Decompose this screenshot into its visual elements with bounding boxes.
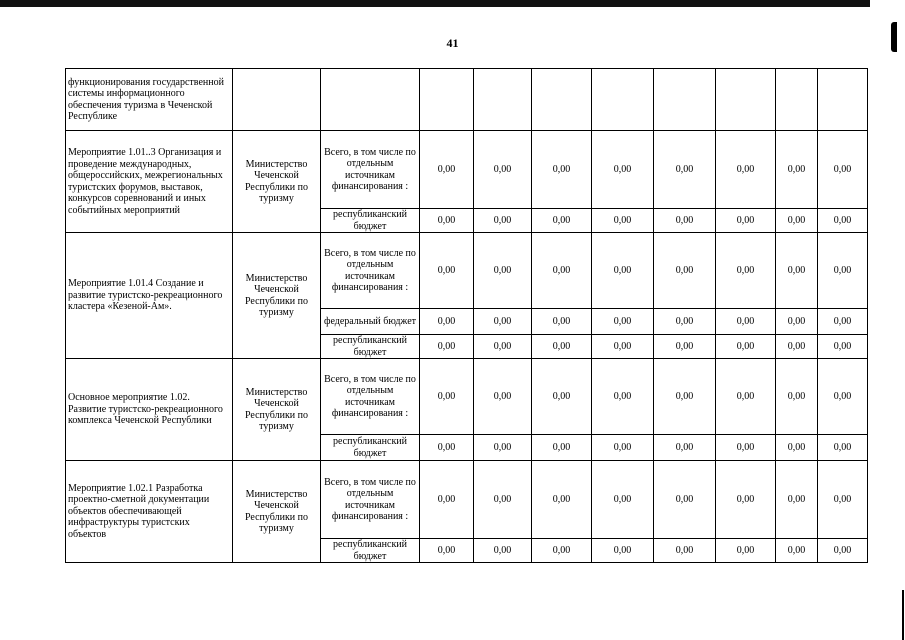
- amount-cell: 0,00: [818, 461, 868, 539]
- amount-cell: 0,00: [592, 539, 654, 563]
- amount-cell: 0,00: [654, 335, 716, 359]
- funding-source-cell: Всего, в том числе по отдельным источникам финансирования :: [321, 131, 420, 209]
- amount-cell: 0,00: [474, 309, 532, 335]
- funding-source-cell: федеральный бюджет: [321, 309, 420, 335]
- amount-cell: 0,00: [776, 131, 818, 209]
- amount-cell: 0,00: [532, 209, 592, 233]
- table-row: [66, 131, 868, 209]
- amount-cell: 0,00: [474, 359, 532, 435]
- amount-cell: 0,00: [776, 435, 818, 461]
- funding-source-cell: республиканский бюджет: [321, 435, 420, 461]
- amount-cell: 0,00: [592, 233, 654, 309]
- amount-cell: 0,00: [818, 435, 868, 461]
- amount-cell: 0,00: [592, 461, 654, 539]
- amount-cell: 0,00: [474, 131, 532, 209]
- amount-cell: 0,00: [532, 435, 592, 461]
- executor-cell: Министерство Чеченской Республики по туризму: [233, 359, 321, 461]
- amount-cell: 0,00: [716, 209, 776, 233]
- amount-cell: 0,00: [474, 461, 532, 539]
- amount-cell: [818, 69, 868, 131]
- amount-cell: 0,00: [420, 435, 474, 461]
- amount-cell: 0,00: [532, 233, 592, 309]
- amount-cell: 0,00: [420, 209, 474, 233]
- amount-cell: 0,00: [420, 131, 474, 209]
- amount-cell: 0,00: [716, 131, 776, 209]
- amount-cell: 0,00: [420, 233, 474, 309]
- table-row: [66, 69, 868, 131]
- amount-cell: 0,00: [776, 359, 818, 435]
- executor-cell: Министерство Чеченской Республики по туризму: [233, 131, 321, 233]
- amount-cell: 0,00: [716, 309, 776, 335]
- amount-cell: 0,00: [532, 461, 592, 539]
- amount-cell: 0,00: [716, 539, 776, 563]
- activity-name-cell: Мероприятие 1.01..3 Организация и проведение международных, общероссийских, межрегиональных туристских форумов, выставок, конкурсов соревнований и иных событийных мероприятий: [66, 131, 233, 233]
- amount-cell: 0,00: [532, 309, 592, 335]
- funding-source-cell: республиканский бюджет: [321, 539, 420, 563]
- funding-source-cell: Всего, в том числе по отдельным источникам финансирования :: [321, 233, 420, 309]
- amount-cell: [420, 69, 474, 131]
- amount-cell: 0,00: [654, 539, 716, 563]
- amount-cell: 0,00: [654, 309, 716, 335]
- amount-cell: 0,00: [776, 209, 818, 233]
- amount-cell: 0,00: [532, 359, 592, 435]
- amount-cell: [474, 69, 532, 131]
- amount-cell: 0,00: [592, 309, 654, 335]
- amount-cell: 0,00: [474, 435, 532, 461]
- amount-cell: 0,00: [420, 461, 474, 539]
- amount-cell: 0,00: [716, 359, 776, 435]
- amount-cell: 0,00: [716, 233, 776, 309]
- amount-cell: [776, 69, 818, 131]
- executor-cell: [233, 69, 321, 131]
- amount-cell: 0,00: [776, 461, 818, 539]
- amount-cell: 0,00: [818, 359, 868, 435]
- amount-cell: 0,00: [654, 359, 716, 435]
- table-row: [66, 461, 868, 539]
- amount-cell: 0,00: [654, 461, 716, 539]
- amount-cell: 0,00: [818, 209, 868, 233]
- scan-top-border: [0, 0, 870, 7]
- budget-table: [65, 68, 868, 563]
- amount-cell: 0,00: [474, 539, 532, 563]
- executor-cell: Министерство Чеченской Республики по туризму: [233, 461, 321, 563]
- amount-cell: 0,00: [654, 209, 716, 233]
- amount-cell: 0,00: [474, 209, 532, 233]
- table-row: [66, 359, 868, 435]
- amount-cell: 0,00: [716, 435, 776, 461]
- funding-source-cell: Всего, в том числе по отдельным источникам финансирования :: [321, 359, 420, 435]
- amount-cell: 0,00: [716, 461, 776, 539]
- amount-cell: 0,00: [474, 233, 532, 309]
- amount-cell: 0,00: [420, 359, 474, 435]
- amount-cell: 0,00: [776, 233, 818, 309]
- amount-cell: 0,00: [818, 539, 868, 563]
- activity-name-cell: Основное мероприятие 1.02. Развитие туристско-рекреационного комплекса Чеченской Республики: [66, 359, 233, 461]
- amount-cell: 0,00: [818, 131, 868, 209]
- amount-cell: 0,00: [592, 131, 654, 209]
- amount-cell: 0,00: [818, 233, 868, 309]
- activity-name-cell: Мероприятие 1.02.1 Разработка проектно-сметной документации объектов обеспечивающей инфраструктуры туристских объектов: [66, 461, 233, 563]
- amount-cell: 0,00: [592, 359, 654, 435]
- amount-cell: 0,00: [776, 309, 818, 335]
- amount-cell: 0,00: [654, 233, 716, 309]
- amount-cell: [592, 69, 654, 131]
- funding-source-cell: республиканский бюджет: [321, 335, 420, 359]
- amount-cell: 0,00: [592, 435, 654, 461]
- amount-cell: 0,00: [420, 539, 474, 563]
- table-row: [66, 233, 868, 309]
- page-number: 41: [446, 36, 459, 50]
- amount-cell: [532, 69, 592, 131]
- amount-cell: [716, 69, 776, 131]
- amount-cell: 0,00: [420, 309, 474, 335]
- amount-cell: 0,00: [532, 335, 592, 359]
- scan-edge-line: [902, 590, 904, 640]
- amount-cell: [654, 69, 716, 131]
- amount-cell: 0,00: [818, 335, 868, 359]
- amount-cell: 0,00: [592, 335, 654, 359]
- amount-cell: 0,00: [654, 131, 716, 209]
- funding-source-cell: республиканский бюджет: [321, 209, 420, 233]
- amount-cell: 0,00: [654, 435, 716, 461]
- funding-source-cell: Всего, в том числе по отдельным источникам финансирования :: [321, 461, 420, 539]
- amount-cell: 0,00: [716, 335, 776, 359]
- amount-cell: 0,00: [532, 131, 592, 209]
- amount-cell: 0,00: [532, 539, 592, 563]
- amount-cell: 0,00: [776, 539, 818, 563]
- executor-cell: Министерство Чеченской Республики по туризму: [233, 233, 321, 359]
- amount-cell: 0,00: [776, 335, 818, 359]
- amount-cell: 0,00: [474, 335, 532, 359]
- funding-source-cell: [321, 69, 420, 131]
- amount-cell: 0,00: [592, 209, 654, 233]
- activity-name-cell: функционирования государственной системы информационного обеспечения туризма в Чеченской Республике: [66, 69, 233, 131]
- amount-cell: 0,00: [818, 309, 868, 335]
- amount-cell: 0,00: [420, 335, 474, 359]
- activity-name-cell: Мероприятие 1.01.4 Создание и развитие туристско-рекреационного кластера «Кезеной-Ам».: [66, 233, 233, 359]
